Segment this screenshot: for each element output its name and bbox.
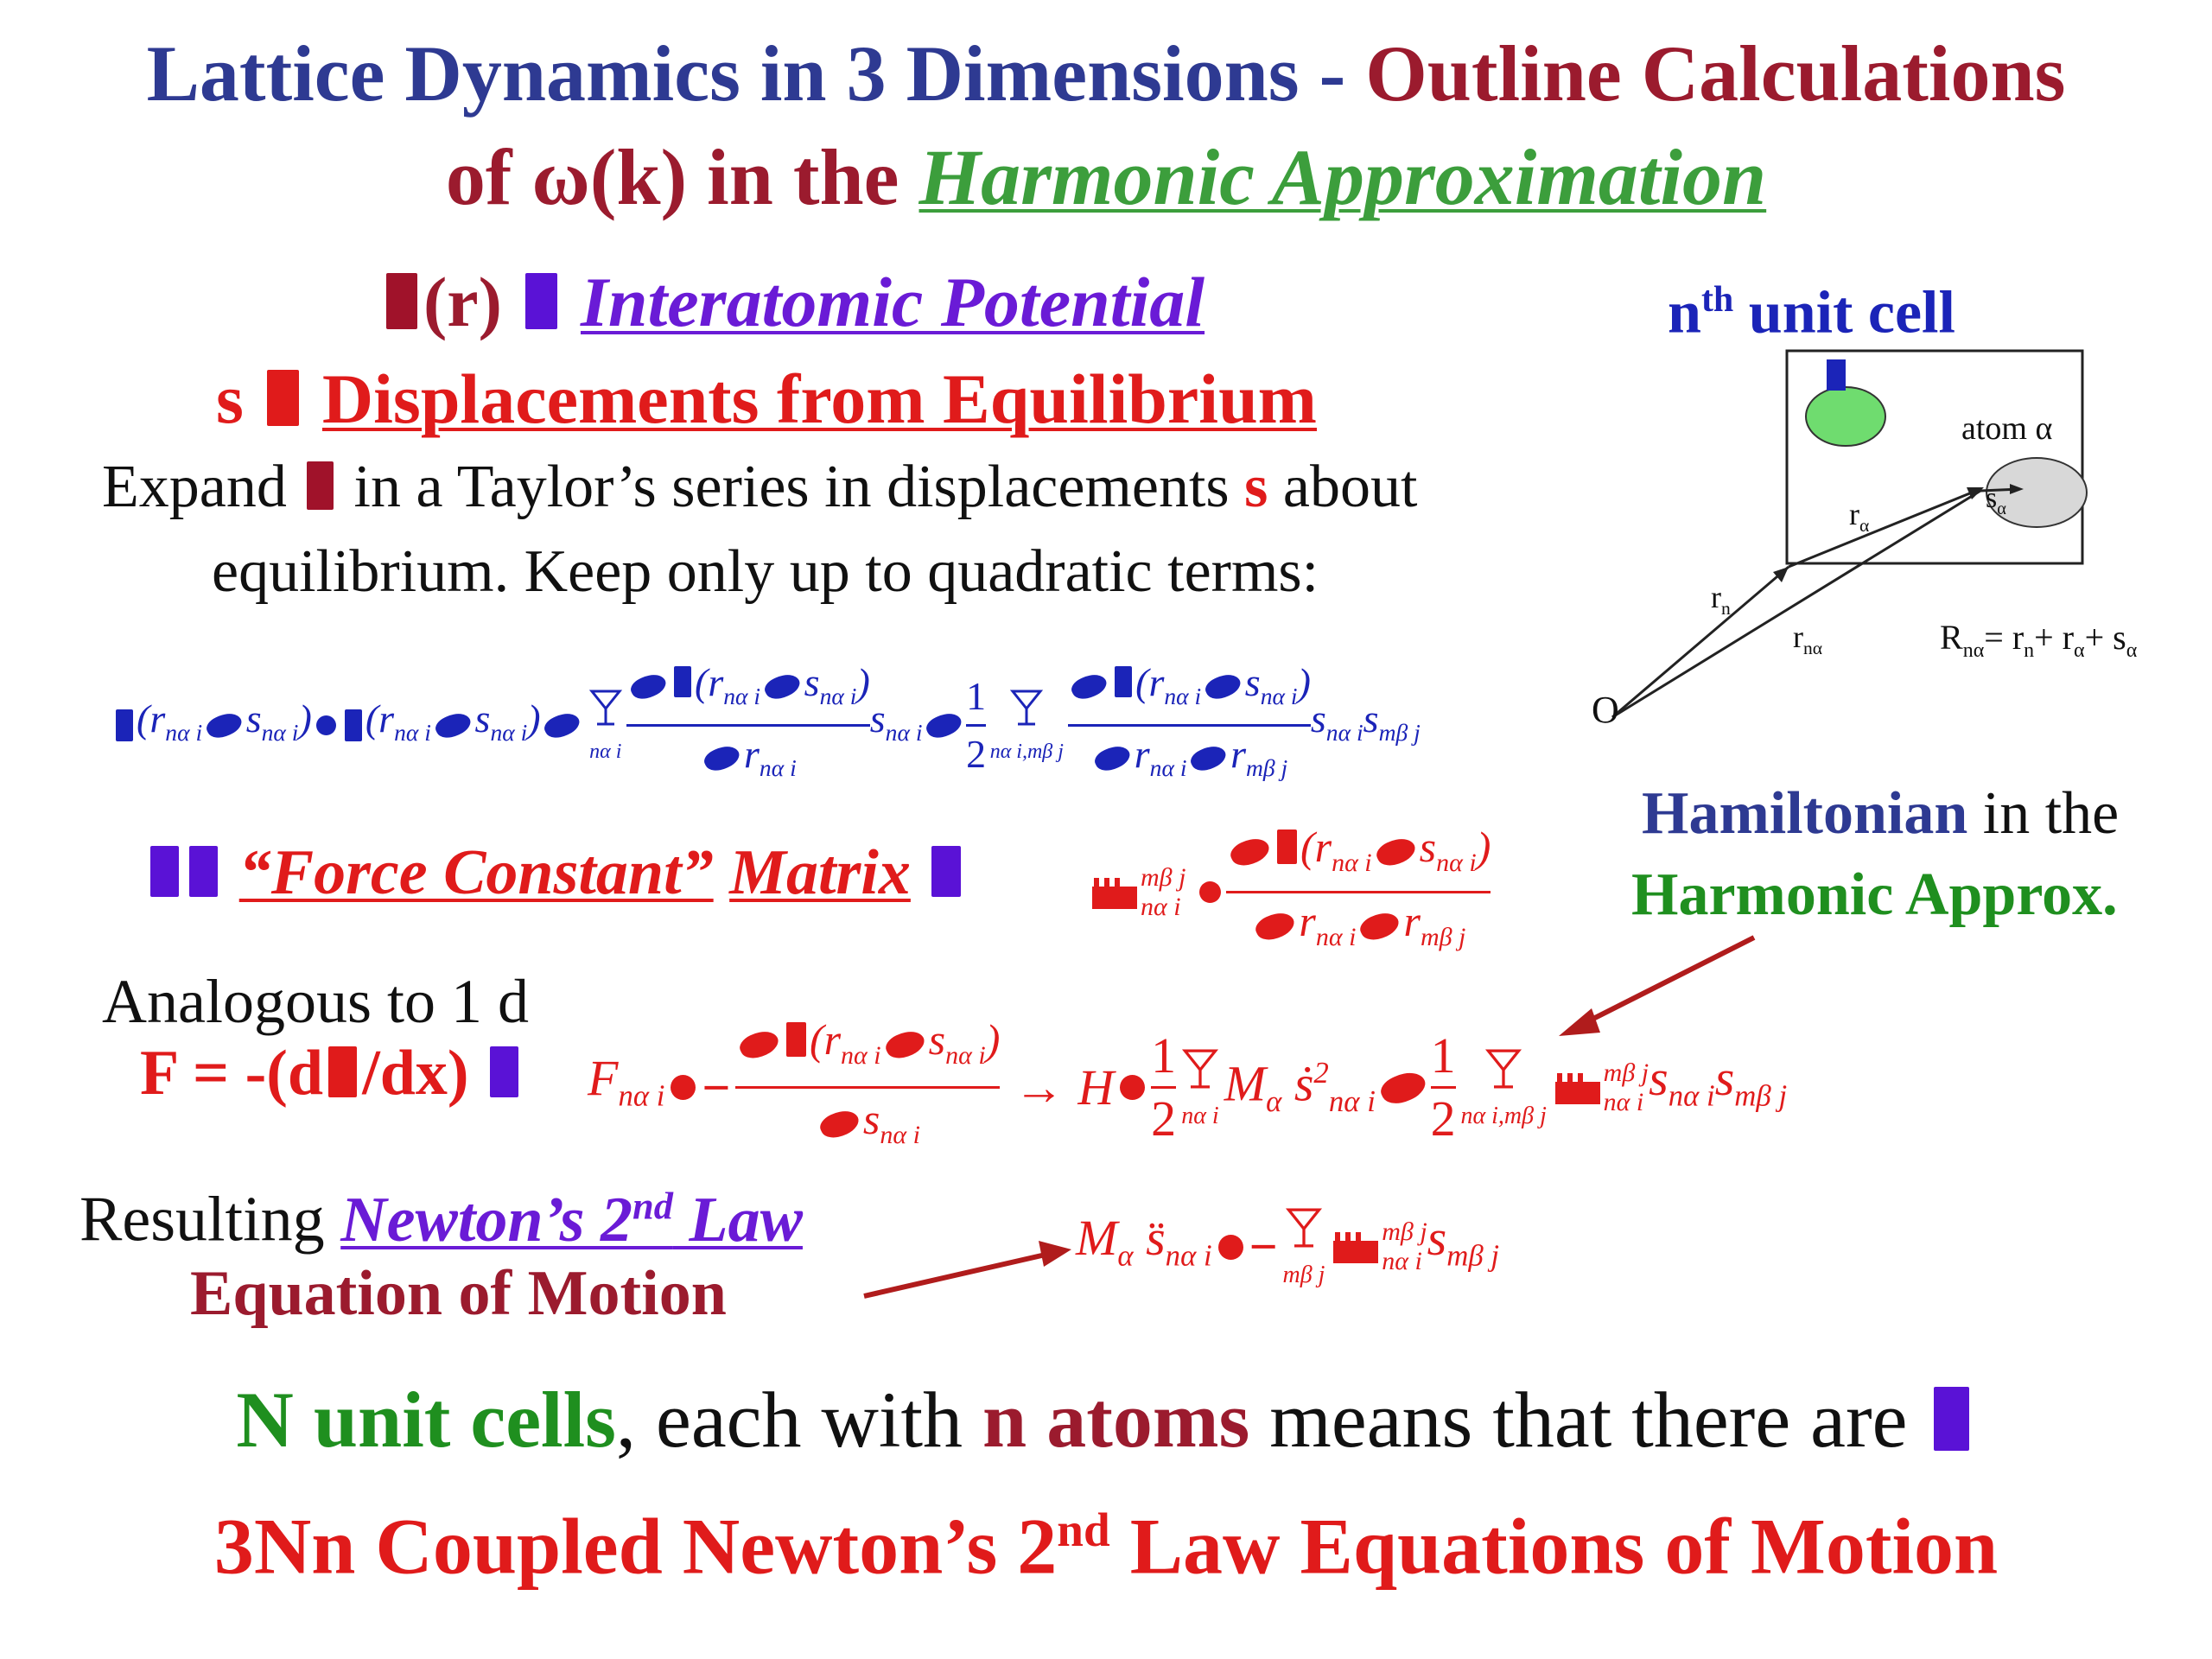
phi-glyph-icon: [116, 709, 134, 741]
partial-symbol-icon: [628, 669, 670, 703]
equals-symbol-icon: [1120, 1075, 1145, 1100]
origin-label: O: [1592, 689, 1619, 731]
sum-symbol-icon: nα i,mβ j: [1460, 1046, 1546, 1129]
sum-symbol-icon: nα i: [1181, 1046, 1219, 1129]
arrow-glyph-icon: [525, 273, 557, 330]
minus-symbol-icon: −: [1249, 1218, 1278, 1274]
force-hamiltonian-equation: $F_{n\alpha i}$ − $\frac{(r_{n\alpha i} s_{n\alpha i})}{s_{n\alpha i}}$ → H $\frac{1}{2}$ nα i $M_\alpha$ ṡ$^2_{n\alpha i}$ $\frac{1}{2}$ nα i,mβ j mβ j nα i $s_{n\alpha i}s_{m\beta j}$: [588, 1011, 1787, 1164]
atom-alpha-label: atom α: [1961, 410, 2053, 447]
s-alpha-label: $s_\alpha$: [1986, 482, 2006, 518]
partial-symbol-icon: [1357, 907, 1402, 945]
vector-rn: [1612, 567, 1789, 717]
phi-glyph-icon: [328, 1046, 357, 1097]
minus-symbol-icon: −: [702, 1058, 731, 1116]
sum-glyph-icon: [588, 688, 623, 728]
phi-glyph-icon: [1115, 666, 1133, 698]
hamiltonian-word: Hamiltonian: [1642, 780, 1968, 847]
sum-symbol-icon: [990, 688, 1064, 763]
newton-equation: $M_\alpha$ $s̈_{n\alpha i}$ − mβ j mβ j nα i $s_{m\beta j}$: [1076, 1205, 1499, 1288]
eq-term: $s_{m\beta j}$: [1427, 1209, 1500, 1273]
sum-subscript: nα i,mβ j: [989, 741, 1064, 764]
sum-glyph-icon: [1285, 1205, 1323, 1250]
sum-subscript: nα i: [589, 741, 622, 764]
newton-law-label: Newton’s 2nd Law: [340, 1184, 803, 1255]
taylor-equation: [112, 657, 1421, 794]
vector-rnalpha: [1612, 491, 1980, 717]
eq-term: ($r_{n\alpha i}$: [365, 696, 431, 746]
equals-symbol-icon: [316, 715, 336, 735]
slide-title: [0, 26, 2212, 121]
eq-term: ($r_{n\alpha i}$: [137, 696, 203, 746]
partial-squared-symbol-icon: [1228, 833, 1273, 871]
plus-symbol-icon: [1373, 833, 1418, 871]
equals-symbol-icon: [1218, 1235, 1243, 1260]
plus-symbol-icon: [761, 669, 803, 703]
hamiltonian-symbol: H: [1077, 1058, 1115, 1116]
expand-middle: in a Taylor’s series in displacements: [353, 454, 1230, 520]
eom-arrow: [855, 1227, 1089, 1313]
half-fraction: $\frac{1}{2}$: [966, 674, 987, 777]
phi-glyph-icon: [150, 846, 179, 897]
partial-symbol-icon: [702, 741, 743, 775]
displacement-line: [216, 356, 1317, 442]
implies-symbol-icon: →: [1014, 1058, 1065, 1116]
eq-term: $s_{n\alpha i}s_{m\beta j}$: [1649, 1050, 1788, 1113]
first-derivative-fraction: $\frac{(r_{n\alpha i} s_{n\alpha i})}{r_{n\alpha i}}$: [626, 657, 869, 794]
arrow-glyph-icon: [490, 1046, 518, 1097]
r-n-label: $r_n$: [1711, 580, 1731, 620]
phi-glyph-icon: [1277, 830, 1297, 864]
plus-symbol-icon: [203, 708, 245, 742]
R-equation: $R_{n\alpha}= r_n+ r_\alpha+ s_\alpha$: [1940, 618, 2138, 662]
arrow-glyph-icon: [267, 370, 299, 427]
phi-matrix-icon: [1330, 1225, 1382, 1268]
sum-symbol-icon: mβ j: [1282, 1205, 1325, 1288]
force-constant-label: “Force Constant”: [238, 837, 714, 908]
force-constant-fraction: $\frac{(r_{n\alpha i} s_{n\alpha i})}{r_{n\alpha i} r_{m\beta j}}$: [1226, 821, 1491, 963]
partial-symbol-icon: [817, 1105, 861, 1143]
expand-text-line1: [102, 451, 1417, 524]
sum-glyph-icon: [1484, 1046, 1522, 1091]
hamiltonian-rest: in the: [1967, 780, 2120, 847]
partial-symbol-icon: [737, 1026, 782, 1064]
phi-glyph-icon: [674, 666, 692, 698]
arrowhead: [1773, 567, 1789, 582]
eq-term: $s_{n\alpha i}$): [474, 696, 541, 746]
partial-symbol-icon: [1188, 741, 1230, 775]
phi-glyph-icon: [307, 461, 334, 510]
title-line2b: Harmonic Approximation: [918, 133, 1767, 221]
slide-title-line2: [0, 130, 2212, 225]
box-glyph-icon: [1827, 359, 1846, 391]
second-derivative-fraction: $\frac{(r_{n\alpha i} s_{n\alpha i})}{r_{n\alpha i} r_{m\beta j}}$: [1068, 657, 1311, 794]
analogous-line2: F = -(d /dx): [140, 1035, 524, 1111]
force-fraction: $\frac{(r_{n\alpha i} s_{n\alpha i})}{s_{n\alpha i}}$: [735, 1011, 1000, 1164]
eq-term: $s_{n\alpha i}$: [869, 696, 923, 746]
analogous-line1: Analogous to 1 d: [102, 967, 529, 1036]
bottom-line1: N unit cells, each with n atoms means that there are: [0, 1372, 2212, 1467]
expand-about: about: [1282, 454, 1418, 520]
vector-ralpha: [1789, 489, 1980, 567]
plus-symbol-icon: [1376, 1065, 1429, 1109]
partial-squared-symbol-icon: [1069, 669, 1110, 703]
equation-of-motion-label: Equation of Motion: [190, 1258, 727, 1329]
harmonic-approx-label: Harmonic Approx.: [1631, 861, 2118, 928]
partial-symbol-icon: [1253, 907, 1298, 945]
half-fraction: $\frac{1}{2}$: [1430, 1027, 1456, 1147]
title-line2a: of ω(k) in the: [445, 133, 899, 221]
equals-symbol-icon: [1199, 881, 1221, 903]
title-part2: Outline Calculations: [1365, 29, 2066, 118]
green-atom: [1806, 387, 1885, 446]
bottom-line2: 3Nn Coupled Newton’s 2nd Law Equations of Motion: [213, 1502, 1999, 1591]
matrix-label: Matrix: [729, 837, 911, 908]
arrow-glyph-icon: [931, 846, 960, 897]
hamiltonian-label: [1642, 778, 2119, 850]
plus-symbol-icon: [542, 708, 583, 742]
plus-symbol-icon: [882, 1026, 927, 1064]
displacement-label: Displacements from Equilibrium: [321, 359, 1317, 438]
plus-symbol-icon: [432, 708, 474, 742]
arrow-glyph-icon: [1934, 1387, 1969, 1451]
phi-glyph-icon: [786, 1022, 806, 1057]
equals-symbol-icon: [671, 1075, 696, 1100]
potential-line: [380, 259, 1205, 346]
n-atoms: n atoms: [982, 1376, 1250, 1464]
force-constant-line: [145, 834, 965, 912]
half-fraction: $\frac{1}{2}$: [1151, 1027, 1177, 1147]
expand-text-line2: [212, 536, 1319, 608]
phi-glyph-icon: [386, 273, 418, 330]
mass-accel-term: $M_\alpha$ $s̈_{n\alpha i}$: [1076, 1209, 1212, 1273]
potential-prefix: (r): [423, 263, 502, 341]
expand-word: Expand: [102, 454, 287, 520]
mass-kinetic-term: $M_\alpha$ ṡ$^2_{n\alpha i}$: [1224, 1055, 1376, 1118]
sum-symbol-icon: [588, 688, 623, 763]
sum-glyph-icon: [1009, 688, 1044, 728]
eq-term: $s_{n\alpha i}$): [245, 696, 312, 746]
force-symbol: $F_{n\alpha i}$: [588, 1050, 665, 1113]
phi-matrix-icon: [1089, 871, 1141, 914]
potential-label: Interatomic Potential: [580, 263, 1205, 341]
force-constant-equation: mβ j nα i $\frac{(r_{n\alpha i} s_{n\alpha i})}{r_{n\alpha i} r_{m\beta j}}$: [1089, 821, 1491, 963]
unit-cell-diagram: [1581, 337, 2212, 752]
eq-term: $s_{n\alpha i}s_{m\beta j}$: [1310, 696, 1421, 746]
partial-symbol-icon: [1091, 741, 1133, 775]
displacement-prefix: s: [216, 359, 244, 438]
plus-symbol-icon: [1202, 669, 1243, 703]
phi-glyph-icon: [345, 709, 363, 741]
title-part1: Lattice Dynamics in 3 Dimensions -: [146, 29, 1346, 118]
n-unit-cells: N unit cells: [236, 1376, 616, 1464]
phi-glyph-icon: [189, 846, 218, 897]
plus-symbol-icon: [924, 708, 965, 742]
diagram-title: $n^{th}$ unit cell: [1668, 279, 1955, 346]
phi-matrix-icon: [1552, 1066, 1604, 1109]
r-nalpha-label: $r_{n\alpha}$: [1793, 620, 1823, 659]
expand-line2: equilibrium. Keep only up to quadratic terms:: [212, 538, 1319, 605]
resulting-line: Resulting Newton’s 2nd Law: [79, 1184, 803, 1255]
sum-glyph-icon: [1181, 1046, 1219, 1091]
expand-s: s: [1244, 454, 1268, 520]
r-alpha-label: $r_\alpha$: [1849, 497, 1870, 537]
